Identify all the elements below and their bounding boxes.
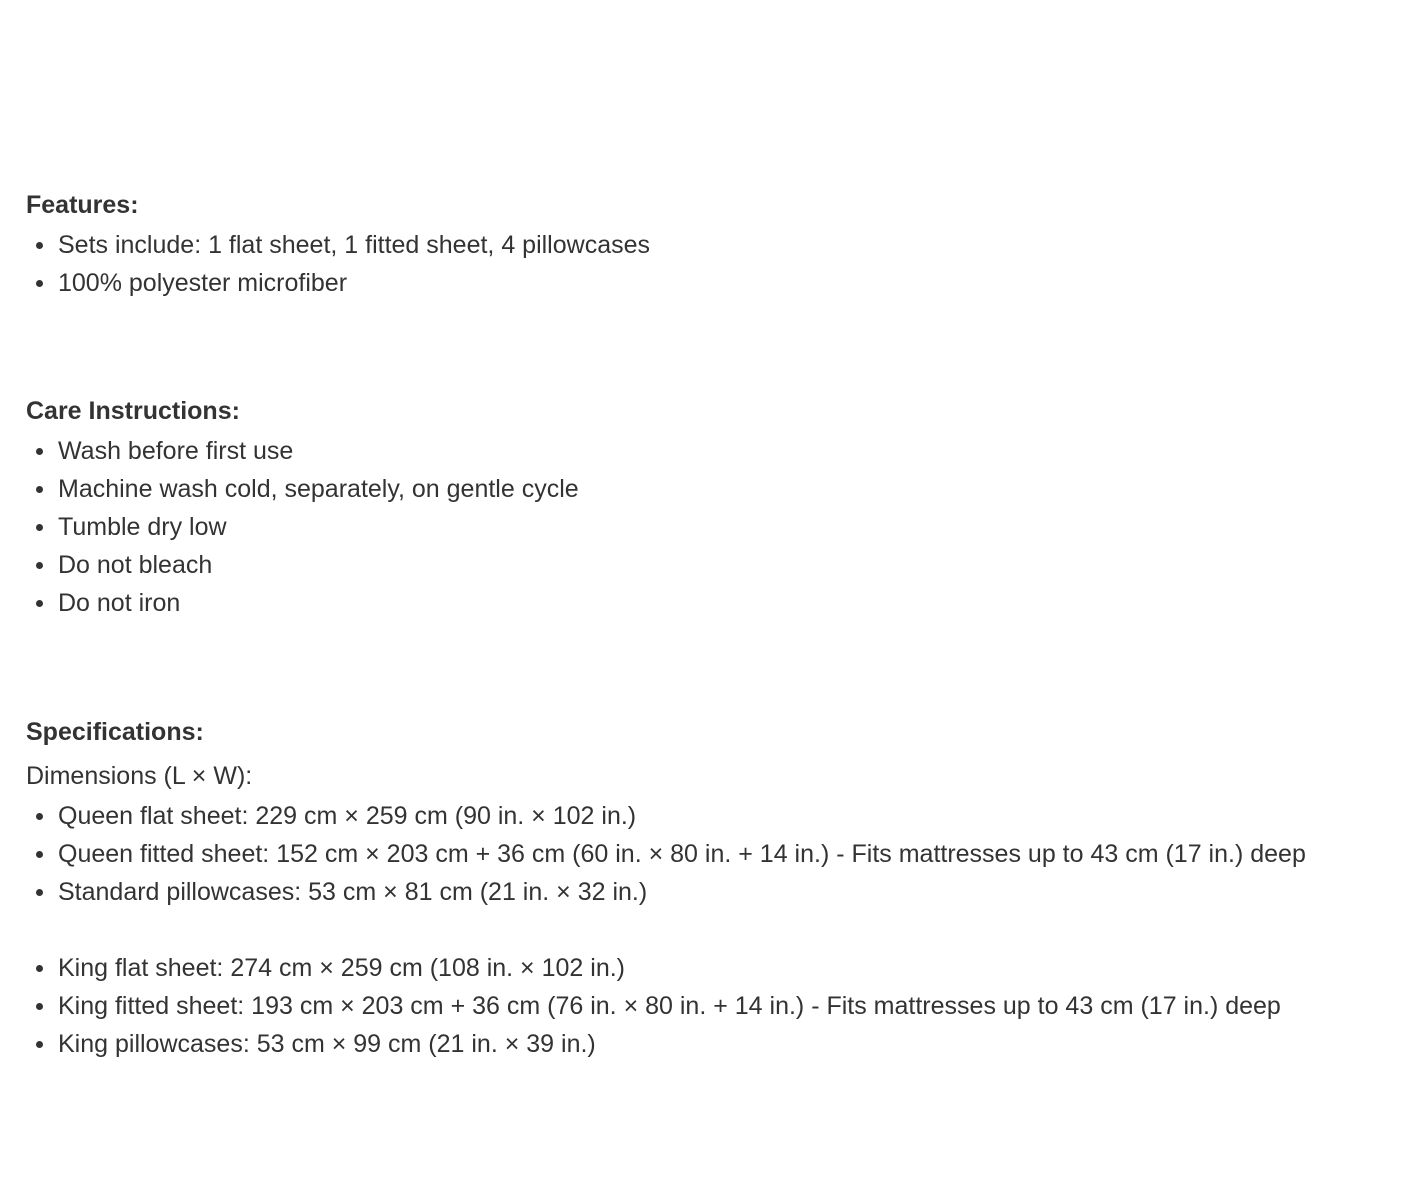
list-item-text: Do not bleach [58,551,213,579]
bullet-icon [36,1003,43,1010]
list-item [26,264,650,302]
bullet-icon [36,851,43,858]
dimensions-label: Dimensions (L × W): [26,762,253,790]
bullet-icon [36,280,43,287]
care-instructions-list [26,432,579,622]
bullet-icon [36,524,43,531]
bullet-icon [36,448,43,455]
care-instructions-heading: Care Instructions: [26,397,240,425]
list-item [26,226,650,264]
list-item [26,432,579,470]
bullet-icon [36,1041,43,1048]
bullet-icon [36,965,43,972]
bullet-icon [36,600,43,607]
list-item-text: 100% polyester microfiber [58,269,348,297]
list-item-text: Machine wash cold, separately, on gentle cycle [58,475,579,503]
list-item-text: Standard pillowcases: 53 cm × 81 cm (21 in. × 32 in.) [58,878,648,906]
list-item [26,470,579,508]
list-item-text: Queen flat sheet: 229 cm × 259 cm (90 in. × 102 in.) [58,802,637,830]
list-item [26,1025,1281,1063]
list-item [26,584,579,622]
specifications-heading: Specifications: [26,718,204,746]
features-list [26,226,650,302]
list-item [26,835,1306,873]
bullet-icon [36,562,43,569]
bullet-icon [36,813,43,820]
list-item-text: King fitted sheet: 193 cm × 203 cm + 36 cm (76 in. × 80 in. + 14 in.) - Fits mattresses up to 43 cm (17 in.) deep [58,992,1281,1020]
list-item [26,508,579,546]
list-item [26,949,1281,987]
list-item-text: Do not iron [58,589,181,617]
list-item [26,873,1306,911]
queen-dimensions-list [26,797,1306,911]
list-item-text: Queen fitted sheet: 152 cm × 203 cm + 36 cm (60 in. × 80 in. + 14 in.) - Fits mattresses up to 43 cm (17 in.) deep [58,840,1306,868]
list-item-text: King pillowcases: 53 cm × 99 cm (21 in. × 39 in.) [58,1030,596,1058]
list-item-text: King flat sheet: 274 cm × 259 cm (108 in. × 102 in.) [58,954,625,982]
bullet-icon [36,486,43,493]
list-item [26,797,1306,835]
bullet-icon [36,889,43,896]
bullet-icon [36,242,43,249]
king-dimensions-list [26,949,1281,1063]
features-heading: Features: [26,191,139,219]
list-item [26,987,1281,1025]
list-item-text: Sets include: 1 flat sheet, 1 fitted sheet, 4 pillowcases [58,231,651,259]
list-item-text: Tumble dry low [58,513,227,541]
list-item-text: Wash before first use [58,437,294,465]
list-item [26,546,579,584]
